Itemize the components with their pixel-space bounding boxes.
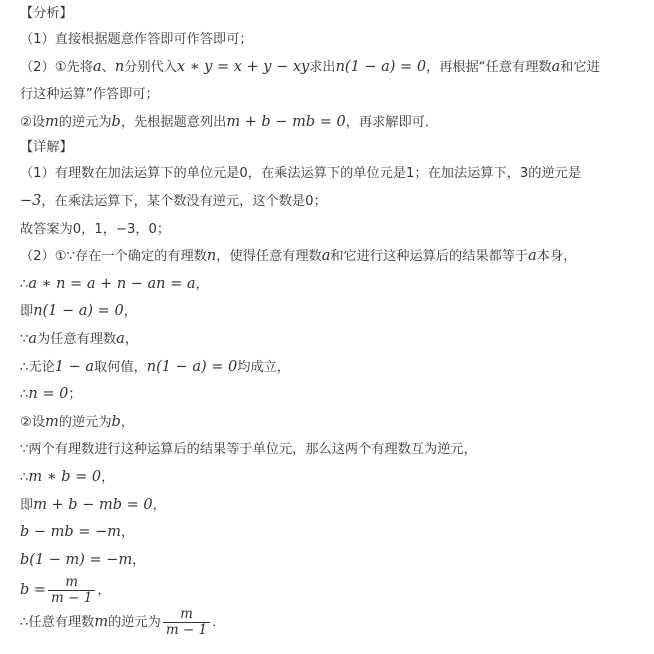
detail-line-5 — [20, 271, 640, 299]
analysis-text: （2）①先将 — [20, 59, 93, 75]
math-formula: −3 — [20, 192, 42, 209]
analysis-header: 【分析】 — [20, 6, 73, 21]
detail-text: 和它进行这种运算后的结果都等于 — [330, 249, 529, 265]
math-var: a — [528, 248, 537, 265]
detail-line-2 — [20, 188, 640, 216]
analysis-line-3 — [20, 81, 640, 109]
detail-text: ， — [124, 331, 139, 347]
math-var: a — [28, 330, 38, 347]
analysis-text: 、 — [101, 59, 115, 75]
detail-line-6 — [20, 298, 640, 326]
detail-line-13 — [20, 492, 640, 520]
math-formula: b = — [20, 582, 47, 599]
detail-text: ∴无论 — [20, 359, 55, 375]
detail-line-1 — [20, 160, 640, 188]
math-formula: n(1 − a) = 0 — [146, 358, 238, 375]
detail-line-16 — [20, 574, 640, 606]
detail-text: ，使得任意有理数 — [216, 249, 322, 265]
analysis-text: ，先根据题意列出 — [120, 114, 227, 130]
fraction-numerator: m — [180, 605, 193, 622]
math-formula: b(1 − m) = −m — [20, 551, 133, 568]
analysis-text: 和它进 — [560, 59, 600, 75]
math-var: b — [111, 113, 121, 130]
math-var: a — [551, 58, 561, 75]
analysis-text: （1）直接根据题意作答即可作答即可； — [20, 32, 253, 47]
math-formula: m + b − mb = 0 — [226, 113, 346, 130]
detail-text: 的逆元为 — [108, 615, 161, 631]
fraction-denominator: m − 1 — [48, 590, 95, 606]
detail-line-8 — [20, 354, 640, 382]
math-var: a — [321, 248, 331, 265]
detail-text: ∴ — [20, 276, 29, 292]
detail-line-17 — [20, 606, 640, 638]
detail-text: 的逆元为 — [58, 414, 112, 430]
detail-line-12 — [20, 464, 640, 492]
analysis-line-2 — [20, 54, 640, 82]
detail-line-4 — [20, 243, 640, 271]
analysis-text: ②设 — [20, 114, 46, 130]
detail-text: ， — [101, 469, 115, 485]
detail-text: （1）有理数在加法运算下的单位元是0，在乘法运算下的单位元是1；在加法运算下，3的逆元是 — [20, 166, 582, 182]
detail-text: ∴任意有理数 — [20, 615, 95, 631]
analysis-text: ，再求解即可． — [345, 114, 439, 130]
math-formula: n(1 − a) = 0 — [335, 58, 427, 75]
detail-text: 取何值， — [94, 359, 147, 375]
fraction — [163, 607, 210, 638]
detail-text: （2）①∵存在一个确定的有理数 — [20, 249, 207, 265]
analysis-text: ，再根据“任意有理数 — [426, 59, 552, 75]
detail-text: 均成立， — [237, 359, 290, 375]
detail-text: ， — [120, 414, 134, 430]
math-var: b — [111, 413, 121, 430]
fraction-denominator: m − 1 — [163, 622, 210, 638]
math-formula: x ∗ y = x + y − xy — [176, 58, 310, 75]
detail-text: ，在乘法运算下，某个数没有逆元，这个数是0； — [41, 193, 327, 209]
math-var: m — [94, 614, 109, 631]
detail-text: ； — [68, 387, 82, 403]
detail-text: ， — [120, 525, 135, 541]
detail-text: 本身， — [536, 249, 577, 265]
math-var: n — [114, 58, 125, 75]
analysis-text: 的逆元为 — [58, 114, 112, 130]
detail-text: 即 — [20, 304, 34, 320]
analysis-text: 分别代入 — [124, 59, 177, 75]
analysis-text: 求出 — [309, 59, 336, 75]
detail-text: ． — [212, 615, 226, 631]
analysis-text: 行这种运算”作答即可； — [20, 87, 159, 103]
math-formula: a ∗ n = a + n − an = a — [28, 275, 196, 292]
fraction — [48, 575, 95, 606]
detail-text: ， — [97, 583, 111, 599]
detail-header: 【详解】 — [20, 140, 73, 156]
analysis-line-1 — [20, 26, 640, 54]
detail-text: 为任意有理数 — [37, 331, 117, 347]
detail-text: 即 — [20, 497, 34, 513]
math-var: a — [92, 58, 102, 75]
math-var: m — [45, 113, 59, 130]
detail-line-7 — [20, 326, 640, 354]
math-formula: 1 − a — [54, 358, 95, 375]
analysis-line-4 — [20, 109, 640, 137]
detail-line-10 — [20, 409, 640, 437]
detail-text: ②设 — [20, 414, 46, 430]
fraction-numerator: m — [65, 573, 79, 590]
detail-text: ∴ — [20, 469, 29, 485]
math-formula: m ∗ b = 0 — [28, 468, 102, 485]
detail-text: ∵两个有理数进行这种运算后的结果等于单位元，那么这两个有理数互为逆元， — [20, 442, 477, 458]
math-var: m — [45, 413, 59, 430]
detail-line-15 — [20, 547, 640, 575]
math-var: a — [116, 330, 125, 347]
detail-text: ， — [132, 552, 146, 568]
math-formula: b − mb = −m — [20, 524, 121, 541]
detail-text: ∵ — [20, 331, 29, 347]
detail-line-9 — [20, 381, 640, 409]
detail-text: ∴ — [20, 387, 29, 403]
detail-line-3 — [20, 216, 640, 244]
detail-line-14 — [20, 519, 640, 547]
detail-text: ， — [195, 276, 209, 292]
detail-text: ， — [152, 497, 166, 513]
math-formula: n = 0 — [28, 386, 69, 403]
math-formula: m + b − mb = 0 — [33, 496, 153, 513]
math-var: n — [206, 248, 217, 265]
detail-text: ， — [123, 304, 137, 320]
detail-line-11 — [20, 436, 640, 464]
math-formula: n(1 − a) = 0 — [33, 303, 124, 320]
detail-text: 故答案为0，1，−3，0； — [20, 221, 171, 237]
